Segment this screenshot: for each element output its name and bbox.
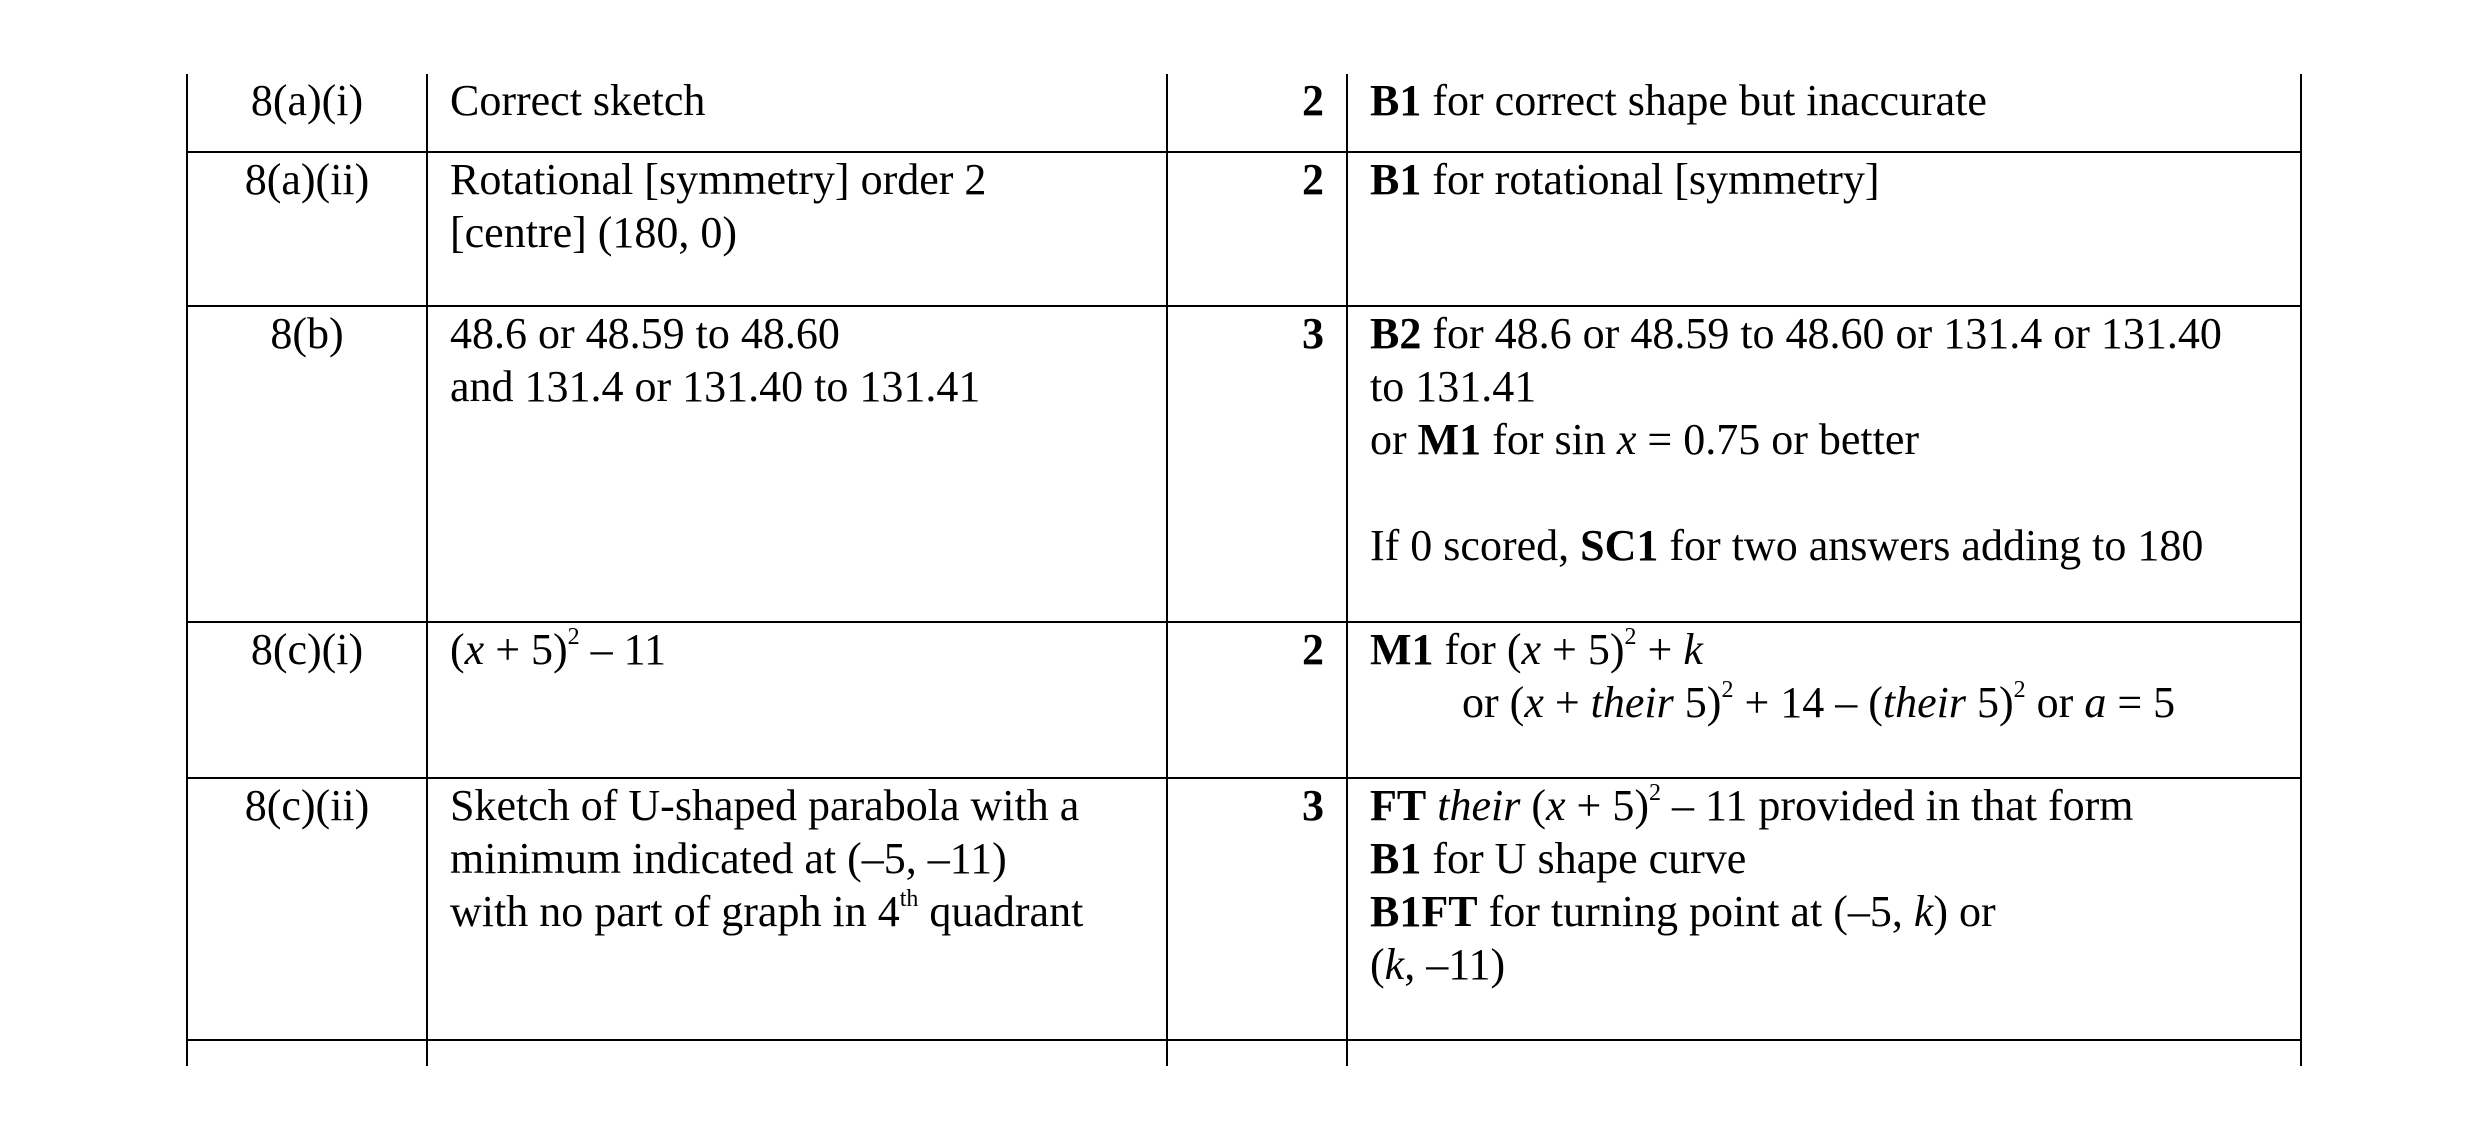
text-run: Sketch of U-shaped parabola with a bbox=[450, 781, 1080, 830]
marks-cell bbox=[1167, 74, 1347, 152]
mark-code: FT bbox=[1370, 781, 1427, 830]
scheme-row bbox=[187, 152, 2301, 306]
guidance-line bbox=[1370, 779, 2286, 832]
text-run: ( bbox=[1520, 781, 1546, 830]
text-run: for turning point at (–5, bbox=[1477, 887, 1914, 936]
text-run: quadrant bbox=[918, 887, 1084, 936]
answer-line bbox=[450, 832, 1156, 885]
scheme-row bbox=[187, 74, 2301, 152]
continuation-row bbox=[187, 1040, 2301, 1066]
marks-cell bbox=[1167, 622, 1347, 778]
mark-code: B1 bbox=[1370, 834, 1422, 883]
empty-cell bbox=[427, 1040, 1167, 1066]
scheme-row bbox=[187, 622, 2301, 778]
answer-line bbox=[450, 623, 1156, 676]
mark-code: B2 bbox=[1370, 309, 1422, 358]
italic-text: a bbox=[2084, 678, 2107, 727]
italic-text: k bbox=[1683, 625, 1703, 674]
question-number bbox=[187, 74, 427, 152]
guidance-line bbox=[1370, 413, 2286, 466]
marks-value: 3 bbox=[1302, 781, 1324, 830]
marks-cell bbox=[1167, 778, 1347, 1040]
mark-code: M1 bbox=[1417, 415, 1482, 464]
guidance-line bbox=[1370, 676, 2286, 729]
text-run: , –11) bbox=[1404, 940, 1506, 989]
text-run: 5) bbox=[1673, 678, 1722, 727]
scheme-row bbox=[187, 306, 2301, 622]
marks-value: 2 bbox=[1302, 625, 1324, 674]
text-run: = 0.75 or better bbox=[1636, 415, 1920, 464]
marks-value: 2 bbox=[1302, 76, 1324, 125]
text-run: If 0 scored, bbox=[1370, 521, 1581, 570]
text-run: + 5) bbox=[484, 625, 568, 674]
text-run: for two answers adding to 180 bbox=[1658, 521, 2204, 570]
question-label: 8(c)(i) bbox=[250, 625, 364, 674]
text-run: for sin bbox=[1481, 415, 1617, 464]
text-run: + bbox=[1636, 625, 1684, 674]
text-run: = 5 bbox=[2106, 678, 2176, 727]
answer-cell bbox=[427, 306, 1167, 622]
text-run: – 11 provided in that form bbox=[1661, 781, 2134, 830]
mark-code: B1 bbox=[1370, 155, 1422, 204]
italic-text: k bbox=[1913, 887, 1934, 936]
text-run: for ( bbox=[1433, 625, 1522, 674]
text-run: or ( bbox=[1462, 678, 1525, 727]
question-number bbox=[187, 306, 427, 622]
italic-text: x bbox=[1616, 415, 1637, 464]
italic-text: x bbox=[1521, 625, 1542, 674]
text-run: to 131.41 bbox=[1370, 362, 1537, 411]
superscript: th bbox=[899, 886, 919, 913]
question-label: 8(c)(ii) bbox=[244, 781, 370, 830]
marks-value: 3 bbox=[1302, 309, 1324, 358]
text-run: – 11 bbox=[579, 625, 667, 674]
answer-cell bbox=[427, 778, 1167, 1040]
guidance-line bbox=[1370, 832, 2286, 885]
guidance-cell bbox=[1347, 306, 2301, 622]
superscript: 2 bbox=[1721, 677, 1734, 704]
marks-cell bbox=[1167, 306, 1347, 622]
question-label: 8(a)(i) bbox=[250, 76, 364, 125]
guidance-line bbox=[1370, 307, 2286, 360]
text-run: + 14 – ( bbox=[1733, 678, 1883, 727]
italic-text: their bbox=[1882, 678, 1967, 727]
question-number bbox=[187, 152, 427, 306]
text-run: 5) bbox=[1966, 678, 2014, 727]
italic-text: x bbox=[464, 625, 485, 674]
italic-text: k bbox=[1384, 940, 1405, 989]
text-run: + 5) bbox=[1541, 625, 1625, 674]
answer-line: and 131.4 or 131.40 to 131.41 bbox=[450, 362, 981, 411]
guidance-line bbox=[1370, 623, 2286, 676]
text-run: with no part of graph in 4 bbox=[450, 887, 900, 936]
answer-cell bbox=[427, 622, 1167, 778]
text-run: ) or bbox=[1933, 887, 1996, 936]
text-run: for correct shape but inaccurate bbox=[1421, 76, 1987, 125]
superscript: 2 bbox=[2013, 677, 2026, 704]
answer-cell bbox=[427, 152, 1167, 306]
blank-line bbox=[1370, 466, 2286, 519]
guidance-cell bbox=[1347, 622, 2301, 778]
mark-code: B1FT bbox=[1370, 887, 1478, 936]
text-run: + bbox=[1543, 678, 1591, 727]
italic-text: their bbox=[1590, 678, 1674, 727]
guidance-cell bbox=[1347, 152, 2301, 306]
answer-line bbox=[450, 779, 1156, 832]
scheme-row bbox=[187, 778, 2301, 1040]
text-run: for U shape curve bbox=[1421, 834, 1747, 883]
answer-cell bbox=[427, 74, 1167, 152]
empty-cell bbox=[1347, 1040, 2301, 1066]
answer-line: [centre] (180, 0) bbox=[450, 208, 738, 257]
guidance-cell bbox=[1347, 778, 2301, 1040]
text-run: for rotational [symmetry] bbox=[1421, 155, 1880, 204]
guidance-line bbox=[1370, 360, 2286, 413]
guidance-line bbox=[1370, 885, 2286, 938]
text-run: + 5) bbox=[1565, 781, 1649, 830]
superscript: 2 bbox=[1649, 780, 1661, 807]
guidance-line bbox=[1370, 74, 2286, 127]
empty-cell bbox=[187, 1040, 427, 1066]
answer-line bbox=[450, 885, 1156, 938]
mark-code: M1 bbox=[1370, 625, 1434, 674]
superscript: 2 bbox=[1624, 624, 1637, 651]
guidance-cell bbox=[1347, 74, 2301, 152]
question-label: 8(b) bbox=[270, 309, 344, 358]
text-run bbox=[1426, 781, 1437, 830]
answer-line: Rotational [symmetry] order 2 bbox=[450, 155, 987, 204]
mark-scheme-body bbox=[187, 74, 2301, 1066]
text-run: or bbox=[2025, 678, 2085, 727]
italic-text: x bbox=[1524, 678, 1544, 727]
mark-scheme-table bbox=[186, 74, 2302, 1066]
italic-text: their bbox=[1437, 781, 1521, 830]
mark-code: SC1 bbox=[1580, 521, 1659, 570]
text-run: for 48.6 or 48.59 to 48.60 or 131.4 or 131.40 bbox=[1421, 309, 2222, 358]
question-number bbox=[187, 622, 427, 778]
mark-code: B1 bbox=[1370, 76, 1422, 125]
guidance-line bbox=[1370, 938, 2286, 991]
answer-line: Correct sketch bbox=[450, 76, 706, 125]
question-number bbox=[187, 778, 427, 1040]
answer-line: 48.6 or 48.59 to 48.60 bbox=[450, 309, 840, 358]
italic-text: x bbox=[1546, 781, 1566, 830]
marks-cell bbox=[1167, 152, 1347, 306]
marks-value: 2 bbox=[1302, 155, 1324, 204]
guidance-line bbox=[1370, 153, 2286, 206]
text-run: ( bbox=[1370, 940, 1385, 989]
guidance-line bbox=[1370, 519, 2286, 572]
text-run: minimum indicated at (–5, –11) bbox=[450, 834, 1007, 883]
question-label: 8(a)(ii) bbox=[244, 155, 370, 204]
text-run: ( bbox=[450, 625, 465, 674]
empty-cell bbox=[1167, 1040, 1347, 1066]
text-run: or bbox=[1370, 415, 1418, 464]
superscript: 2 bbox=[567, 624, 580, 651]
